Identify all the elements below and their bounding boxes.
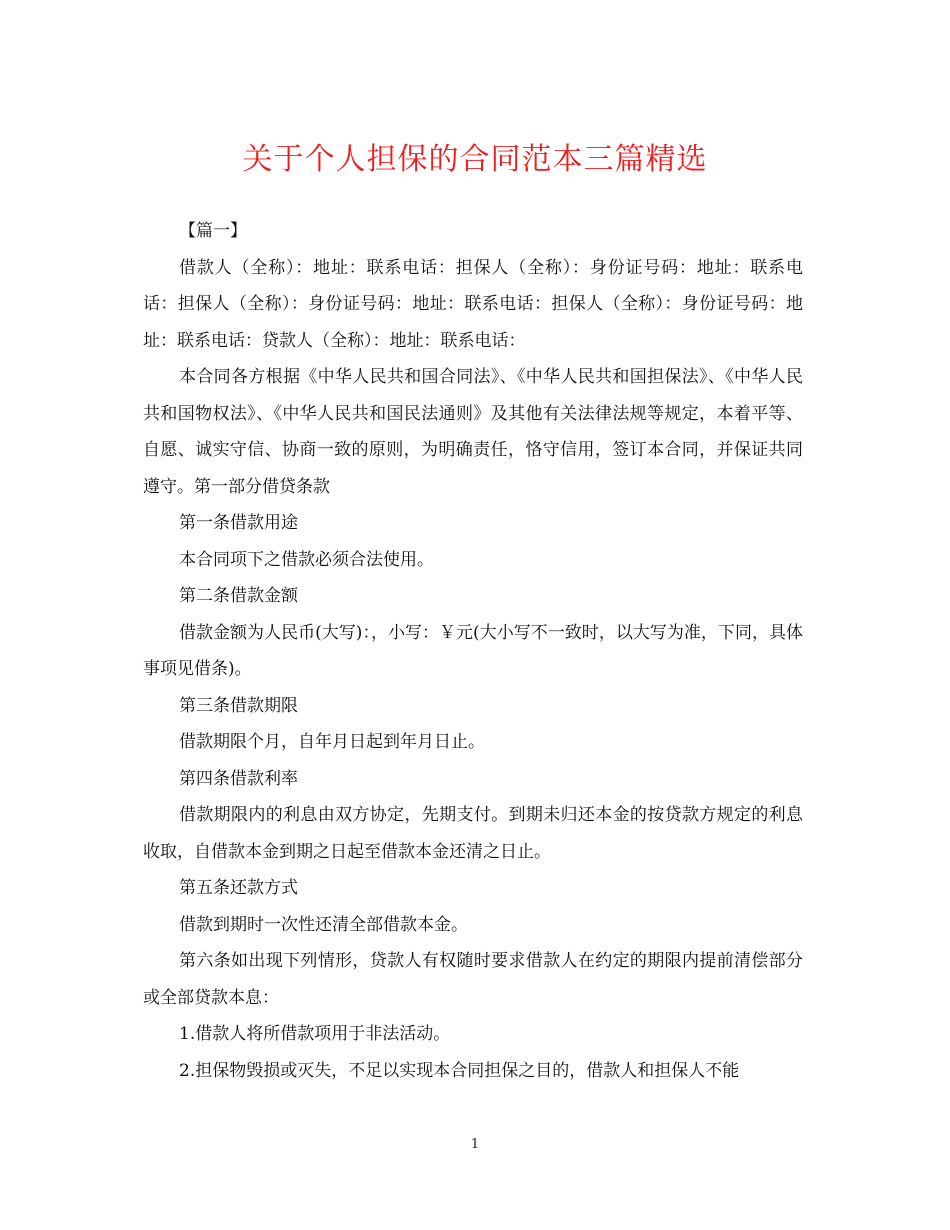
article-4-text: 借款期限内的利息由双方协定，先期支付。到期未归还本金的按贷款方规定的利息收取，自借款本金到期之日起至借款本金还清之日止。 (143, 805, 803, 862)
article-5-text: 借款到期时一次性还清全部借款本金。 (179, 914, 468, 935)
document-title: 关于个人担保的合同范本三篇精选 (242, 142, 708, 177)
article-1-text: 本合同项下之借款必须合法使用。 (179, 549, 434, 570)
article-1-heading: 第一条借款用途 (179, 513, 298, 533)
document-body (143, 213, 803, 1089)
preamble-paragraph: 本合同各方根据《中华人民共和国合同法》、《中华人民共和国担保法》、《中华人民共和国物权法》、《中华人民共和国民法通则》及其他有关法律法规等规定，本着平等、自愿、诚实守信、协商一致的原则，为明确责任，恪守信用，签订本合同，并保证共同遵守。第一部分借贷条款 (143, 367, 803, 497)
article-2-heading: 第二条借款金额 (179, 586, 298, 606)
list-item: 1.借款人将所借款项用于非法活动。 (179, 1024, 451, 1044)
parties-paragraph: 借款人（全称）：地址：联系电话：担保人（全称）：身份证号码：地址：联系电话：担保人（全称）：身份证号码：地址：联系电话：担保人（全称）：身份证号码：地址：联系电话：贷款人（全称）：地址：联系电话： (143, 257, 803, 351)
article-5-heading: 第五条还款方式 (179, 878, 298, 898)
article-4-heading: 第四条借款利率 (179, 768, 298, 789)
article-3-text: 借款期限个月，自年月日起到年月日止。 (179, 732, 485, 752)
article-6-text: 第六条如出现下列情形，贷款人有权随时要求借款人在约定的期限内提前清偿部分或全部贷款本息： (143, 951, 803, 1008)
article-3-heading: 第三条借款期限 (179, 695, 298, 716)
page-number: 1 (470, 1137, 480, 1152)
article-2-text: 借款金额为人民币(大写)：，小写：￥元(大小写不一致时，以大写为准，下同，具体事项见借条)。 (143, 622, 803, 679)
list-item: 2.担保物毁损或灭失，不足以实现本合同担保之目的，借款人和担保人不能 (179, 1060, 740, 1081)
section-heading: 【篇一】 (179, 221, 247, 241)
